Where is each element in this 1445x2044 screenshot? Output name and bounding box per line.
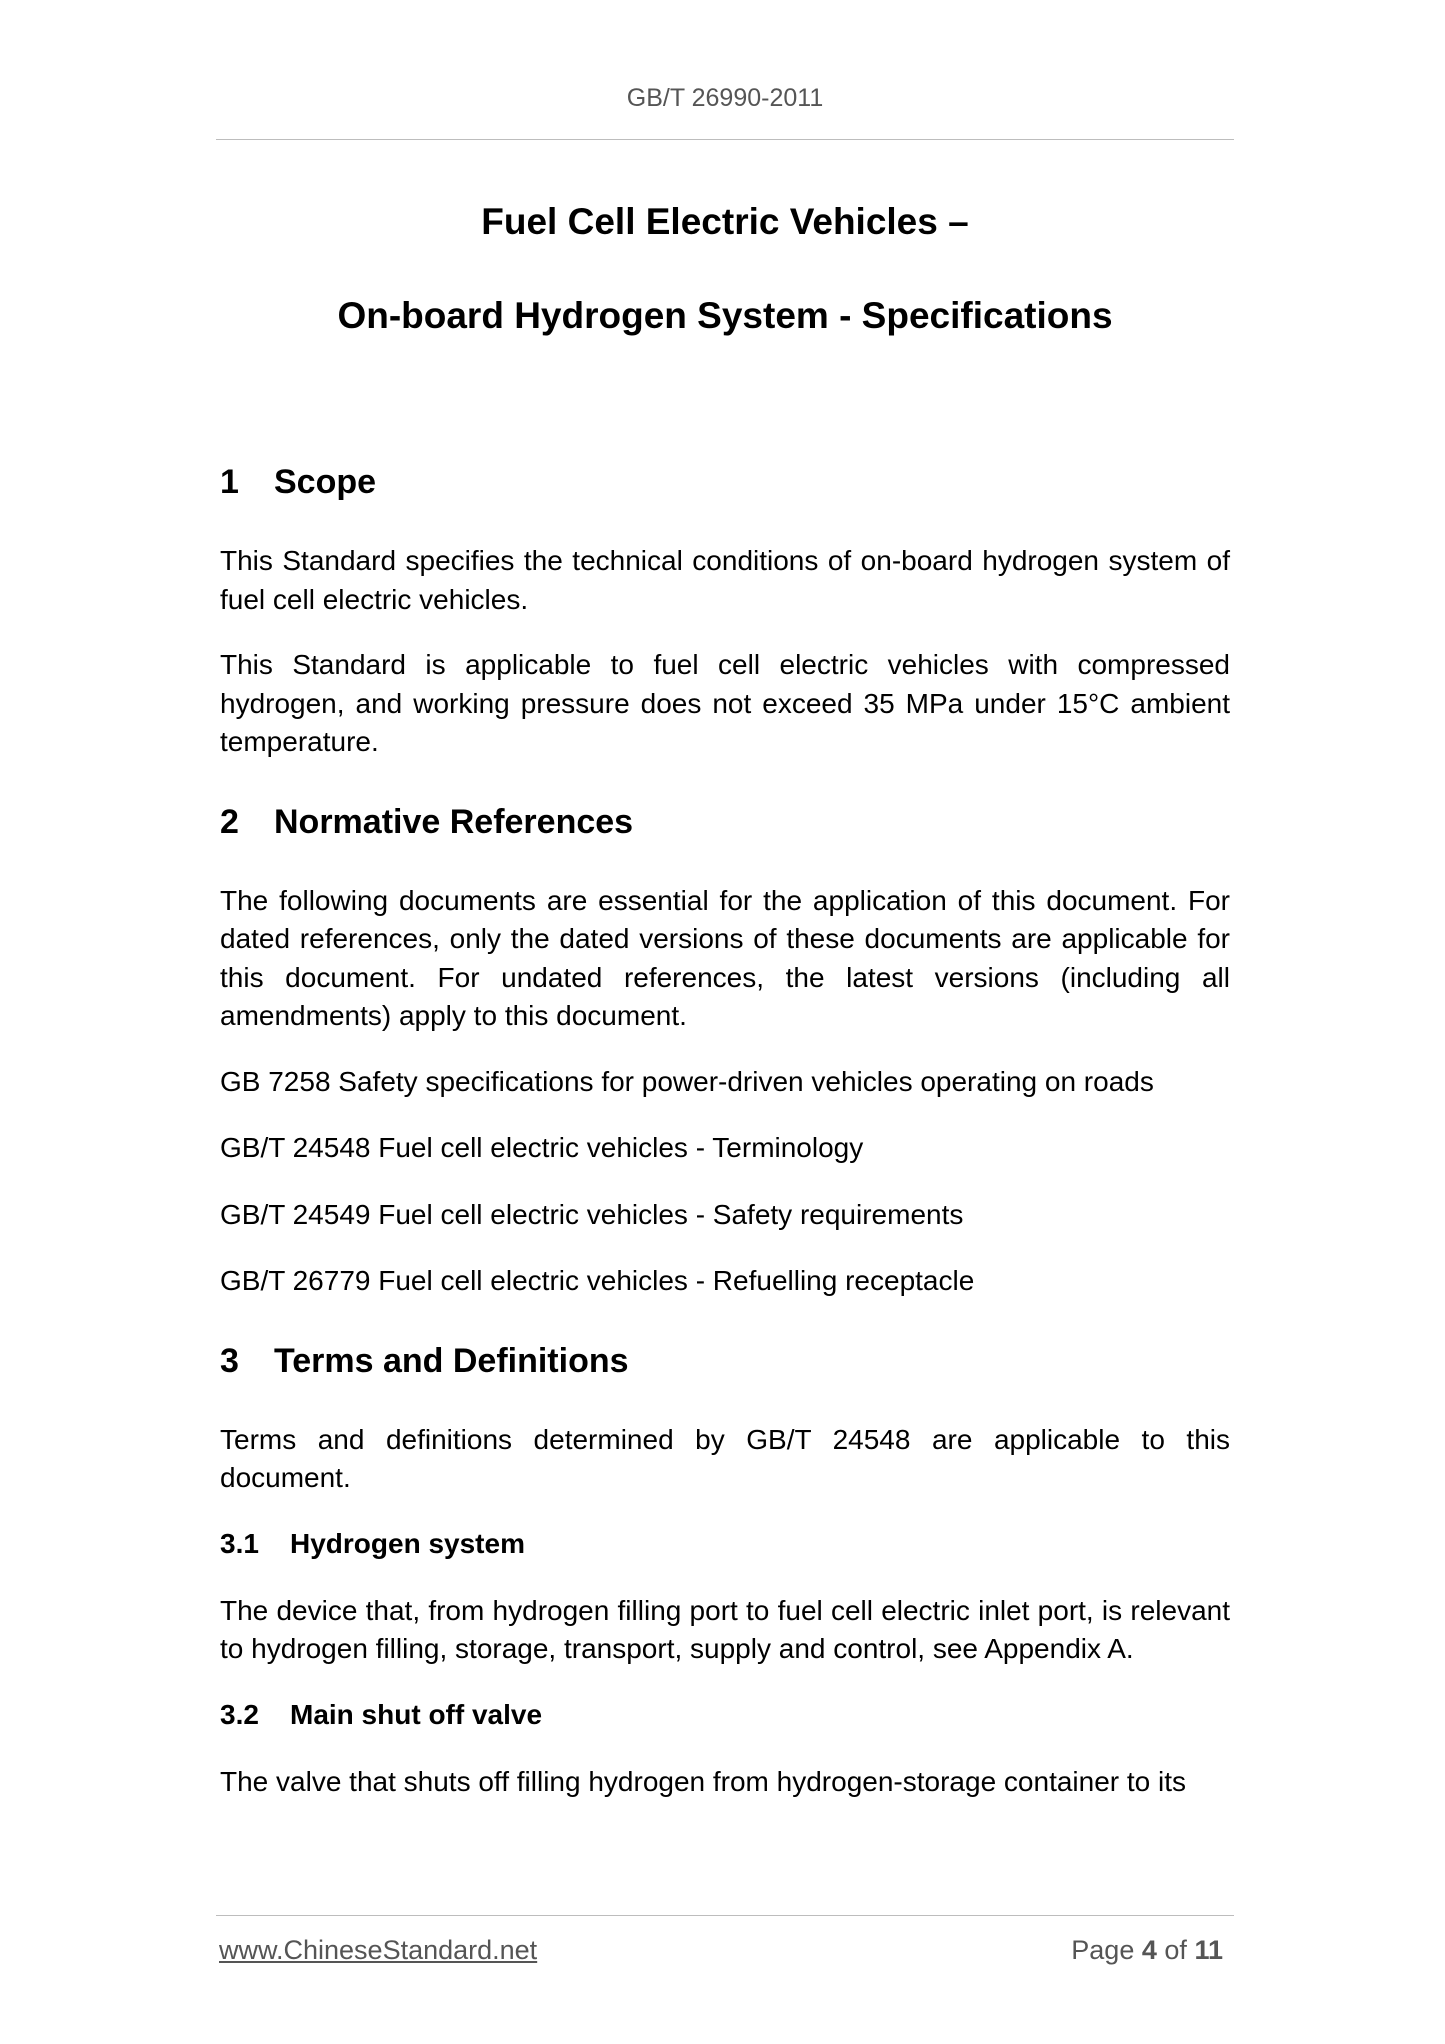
subsection-number: 3.2 [220, 1698, 259, 1730]
reference-item: GB/T 26779 Fuel cell electric vehicles - Refuelling receptacle [220, 1265, 975, 1296]
scope-paragraph-1: This Standard specifies the technical conditions of on-board hydrogen system of fuel cell electric vehicles. [220, 545, 1230, 615]
section-number: 3 [220, 1341, 239, 1380]
page-label: Page [1071, 1935, 1135, 1965]
definition-main-shut-off-valve: The valve that shuts off filling hydrogen from hydrogen-storage container to its [220, 1765, 1187, 1797]
terms-intro-paragraph: Terms and definitions determined by GB/T 24548 are applicable to this document. [220, 1423, 1230, 1493]
section-title: Terms and Definitions [274, 1341, 629, 1380]
total-page-count: 11 [1194, 1935, 1223, 1965]
of-label: of [1164, 1935, 1187, 1965]
subsection-title: Main shut off valve [290, 1698, 543, 1730]
document-title-line-1: Fuel Cell Electric Vehicles – [481, 201, 969, 242]
document-body [220, 460, 1230, 1801]
section-title: Scope [274, 463, 377, 501]
scope-paragraph-2: This Standard is applicable to fuel cell electric vehicles with compressed hydrogen, and working pressure does not exceed 35 MPa under 15°C ambient temperature. [220, 649, 1230, 757]
reference-item: GB/T 24548 Fuel cell electric vehicles - Terminology [220, 1132, 864, 1163]
subsection-title: Hydrogen system [290, 1527, 525, 1559]
section-2-heading [220, 800, 1230, 844]
section-title: Normative References [274, 802, 634, 841]
current-page-number: 4 [1141, 1935, 1157, 1965]
document-code-header: GB/T 26990-2011 [626, 84, 824, 112]
section-number: 2 [220, 802, 239, 841]
subsection-3-1-heading [220, 1525, 1230, 1563]
section-1-heading [220, 460, 1230, 504]
footer-divider [216, 1915, 1234, 1916]
subsection-number: 3.1 [220, 1527, 259, 1559]
page-indicator [1071, 1935, 1223, 1966]
section-3-heading [220, 1339, 1230, 1383]
document-title-line-2: On-board Hydrogen System - Specifications [337, 295, 1113, 336]
definition-hydrogen-system: The device that, from hydrogen filling port to fuel cell electric inlet port, is relevant to hydrogen filling, storage, transport, supply and control, see Appendix A. [220, 1594, 1230, 1664]
subsection-3-2-heading [220, 1696, 1230, 1734]
header-divider [216, 139, 1234, 140]
reference-item: GB/T 24549 Fuel cell electric vehicles - Safety requirements [220, 1198, 964, 1230]
website-link[interactable]: www.ChineseStandard.net [219, 1935, 538, 1965]
references-intro-paragraph: The following documents are essential for the application of this document. For dated references, only the dated versions of these documents are applicable for this document. For undated references, the latest versions (including all amendments) apply to this document. [220, 884, 1230, 1031]
section-number: 1 [220, 463, 239, 501]
reference-item: GB 7258 Safety specifications for power-driven vehicles operating on roads [220, 1065, 1154, 1097]
